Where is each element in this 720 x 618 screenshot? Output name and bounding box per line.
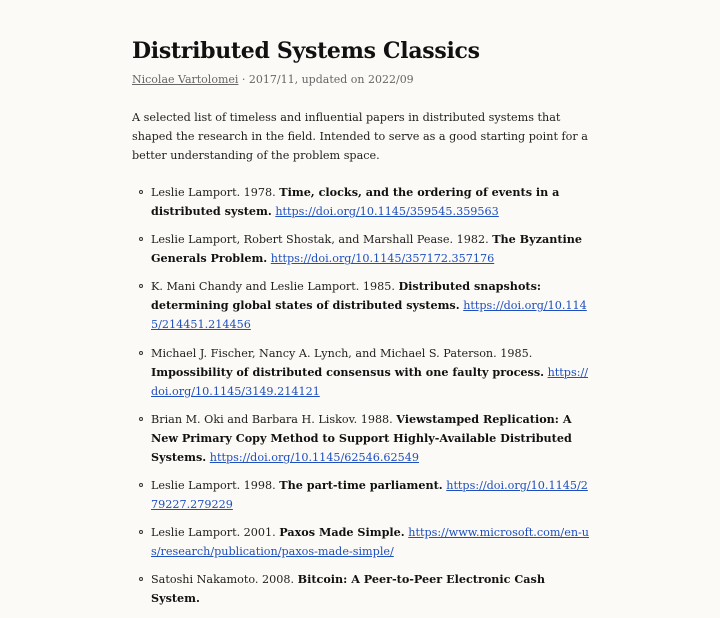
paper-title: Bitcoin: A Peer-to-Peer Electronic Cash System. — [151, 572, 545, 606]
paper-title: Distributed snapshots: determining global states of distributed systems. — [151, 279, 541, 313]
paper-authors: K. Mani Chandy and Leslie Lamport. 1985. — [151, 280, 395, 294]
paper-authors: Leslie Lamport. 1978. — [151, 186, 276, 199]
list-item — [151, 183, 592, 221]
bullet-icon — [139, 417, 143, 421]
page-title: Distributed Systems Classics — [132, 38, 480, 64]
article-meta — [132, 72, 592, 88]
author-link[interactable]: Nicolae Vartolomei — [132, 73, 239, 86]
paper-link[interactable]: https://www.microsoft.com/en-us/research/publication/paxos-made-simple/ — [151, 526, 590, 559]
paper-link[interactable]: https://doi.org/10.1145/3149.214121 — [151, 365, 589, 398]
paper-list — [132, 183, 592, 608]
article — [132, 36, 592, 618]
list-item — [151, 570, 592, 608]
paper-title: Paxos Made Simple. — [279, 525, 405, 540]
bullet-icon — [139, 284, 143, 288]
paper-title: The part-time parliament. — [279, 477, 443, 492]
list-item — [151, 410, 592, 467]
paper-title: The Byzantine Generals Problem. — [151, 232, 583, 266]
paper-authors: Leslie Lamport. 1998. — [151, 478, 276, 492]
paper-link[interactable]: https://doi.org/10.1145/357172.357176 — [270, 252, 495, 266]
list-item — [151, 277, 592, 334]
list-item — [151, 230, 592, 268]
bullet-icon — [139, 351, 143, 355]
bullet-icon — [139, 237, 143, 241]
paper-title: Viewstamped Replication: A New Primary Copy Method to Support Highly-Available Distributed Systems. — [151, 411, 572, 464]
intro-paragraph: A selected list of timeless and influential papers in distributed systems that shaped the research in the field. Intended to serve as a good starting point for a better understanding of the problem space. — [132, 111, 588, 162]
paper-authors: Michael J. Fischer, Nancy A. Lynch, and Michael S. Paterson. 1985. — [151, 346, 533, 360]
paper-title: Time, clocks, and the ordering of events in a distributed system. — [151, 185, 560, 218]
paper-authors: Leslie Lamport, Robert Shostak, and Marshall Pease. 1982. — [151, 233, 489, 247]
bullet-icon — [139, 577, 143, 581]
list-item — [151, 344, 592, 401]
paper-link[interactable]: https://doi.org/10.1145/62546.62549 — [209, 450, 419, 464]
list-item — [151, 476, 592, 514]
paper-link[interactable]: https://doi.org/10.1145/214451.214456 — [151, 299, 587, 332]
paper-title: Impossibility of distributed consensus with one faulty process. — [151, 364, 545, 379]
list-item — [151, 523, 592, 561]
paper-link[interactable]: https://doi.org/10.1145/279227.279229 — [151, 478, 588, 511]
paper-link[interactable]: https://doi.org/10.1145/359545.359563 — [275, 205, 499, 218]
bullet-icon — [139, 190, 143, 194]
paper-authors: Satoshi Nakamoto. 2008. — [151, 573, 295, 587]
paper-authors: Leslie Lamport. 2001. — [151, 526, 276, 540]
bullet-icon — [139, 530, 143, 534]
article-date: · 2017/11, updated on 2022/09 — [241, 73, 414, 86]
bullet-icon — [139, 483, 143, 487]
paper-authors: Brian M. Oki and Barbara H. Liskov. 1988. — [151, 412, 393, 426]
